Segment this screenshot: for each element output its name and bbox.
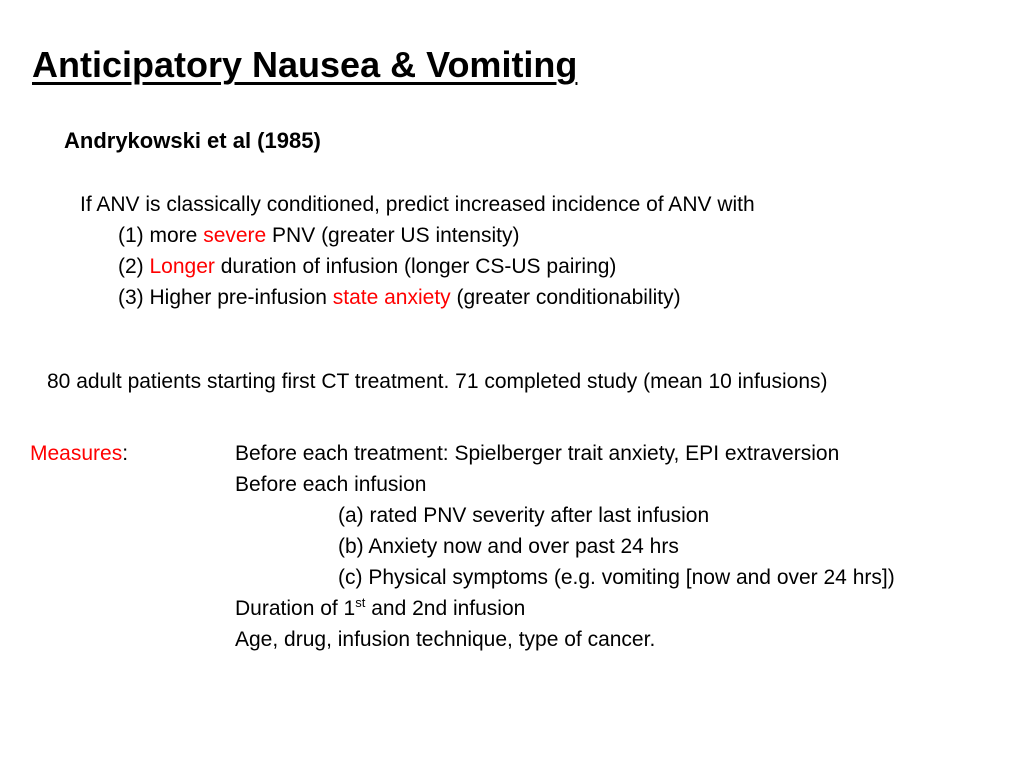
hypothesis-intro: If ANV is classically conditioned, predict increased incidence of ANV with xyxy=(80,193,755,216)
prediction-highlight: severe xyxy=(203,224,267,247)
prediction-text: (3) Higher pre-infusion xyxy=(118,286,333,309)
measures-label: Measures xyxy=(30,442,123,465)
measures-colon: : xyxy=(122,442,129,465)
prediction-text: (2) xyxy=(118,255,150,278)
measures-heading xyxy=(30,438,128,469)
duration-text: and 2nd infusion xyxy=(365,597,526,620)
prediction-3 xyxy=(118,282,681,313)
prediction-text: (greater conditionability) xyxy=(450,286,681,309)
slide-subtitle: Andrykowski et al (1985) xyxy=(64,128,321,153)
measure-subitem-b: (b) Anxiety now and over past 24 hrs xyxy=(338,535,679,558)
prediction-highlight: state anxiety xyxy=(332,286,451,309)
patients-summary: 80 adult patients starting first CT treatment. 71 completed study (mean 10 infusions) xyxy=(47,370,828,393)
measure-item-treatment: Before each treatment: Spielberger trait anxiety, EPI extraversion xyxy=(235,442,840,465)
measure-item-demographics: Age, drug, infusion technique, type of cancer. xyxy=(235,628,656,651)
prediction-2 xyxy=(118,251,616,282)
measure-subitem-a: (a) rated PNV severity after last infusion xyxy=(338,504,710,527)
measure-subitem-c: (c) Physical symptoms (e.g. vomiting [now and over 24 hrs]) xyxy=(338,566,895,589)
measure-item-duration xyxy=(235,593,525,624)
duration-text: Duration of 1 xyxy=(235,597,356,620)
slide-title: Anticipatory Nausea & Vomiting xyxy=(32,44,578,85)
prediction-text: PNV (greater US intensity) xyxy=(266,224,520,247)
prediction-1 xyxy=(118,220,519,251)
prediction-highlight: Longer xyxy=(149,255,215,278)
measure-item-infusion: Before each infusion xyxy=(235,473,427,496)
prediction-text: duration of infusion (longer CS-US pairing) xyxy=(214,255,617,278)
prediction-text: (1) more xyxy=(118,224,204,247)
ordinal-suffix: st xyxy=(355,595,366,610)
